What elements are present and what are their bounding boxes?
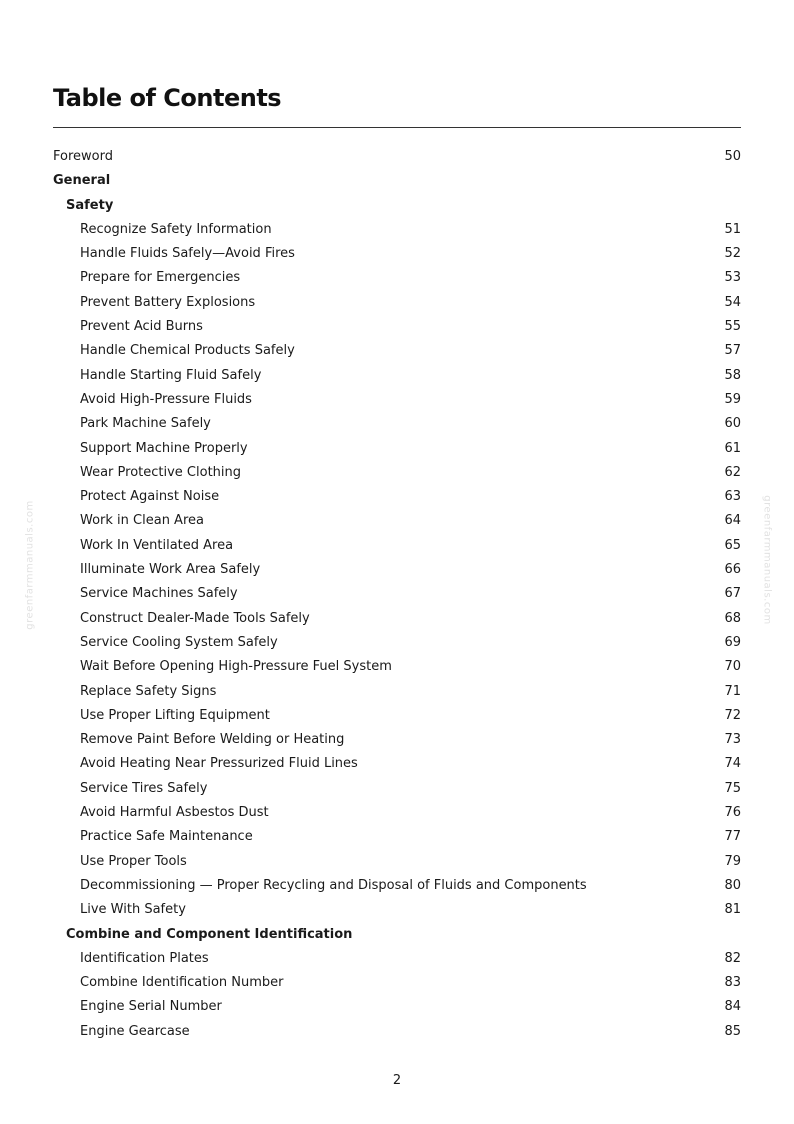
toc-entry[interactable]	[53, 315, 741, 339]
toc-entry-page: 76	[724, 805, 741, 821]
toc-section-heading	[53, 923, 741, 947]
toc-entry-label: Engine Serial Number	[80, 999, 222, 1015]
toc-entry-label: Park Machine Safely	[80, 416, 211, 432]
toc-entry-page: 64	[724, 513, 741, 529]
table-of-contents	[53, 145, 741, 1044]
toc-entry-page: 73	[724, 732, 741, 748]
toc-entry[interactable]	[53, 509, 741, 533]
toc-entry-label: Service Tires Safely	[80, 780, 208, 796]
toc-entry-page: 66	[724, 562, 741, 578]
toc-entry-label: Avoid High-Pressure Fluids	[80, 391, 252, 407]
toc-entry-label: Handle Starting Fluid Safely	[80, 367, 262, 383]
toc-entry-page: 52	[724, 246, 741, 262]
toc-entry[interactable]	[53, 995, 741, 1019]
toc-entry[interactable]	[53, 412, 741, 436]
toc-entry[interactable]	[53, 582, 741, 606]
toc-entry-label: General	[53, 173, 111, 189]
toc-entry-label: Handle Chemical Products Safely	[80, 343, 295, 359]
toc-entry-page: 59	[724, 391, 741, 407]
toc-entry-label: Engine Gearcase	[80, 1023, 190, 1039]
toc-entry-label: Foreword	[53, 149, 113, 164]
toc-entry-page: 54	[724, 294, 741, 310]
toc-entry[interactable]	[53, 801, 741, 825]
toc-entry[interactable]	[53, 607, 741, 631]
toc-entry[interactable]	[53, 850, 741, 874]
toc-entry-label: Safety	[66, 197, 114, 213]
toc-section-heading	[53, 169, 741, 193]
toc-entry-label: Use Proper Tools	[80, 853, 187, 869]
toc-entry-page: 58	[724, 367, 741, 383]
toc-entry[interactable]	[53, 534, 741, 558]
toc-entry[interactable]	[53, 655, 741, 679]
toc-entry-page: 72	[724, 707, 741, 723]
watermark-left: greenfarmmanuals.com	[24, 500, 36, 630]
toc-entry-page: 65	[724, 537, 741, 553]
toc-entry-page: 71	[724, 683, 741, 699]
toc-entry-page: 68	[724, 610, 741, 626]
toc-entry-label: Prepare for Emergencies	[80, 270, 241, 286]
toc-entry-label: Prevent Acid Burns	[80, 319, 203, 335]
toc-entry-page: 83	[724, 975, 741, 991]
toc-entry-page: 81	[724, 902, 741, 918]
watermark-right: greenfarmmanuals.com	[761, 495, 773, 625]
toc-entry[interactable]	[53, 898, 741, 922]
page-number: 2	[392, 1073, 402, 1088]
toc-entry[interactable]	[53, 947, 741, 971]
toc-entry-label: Support Machine Properly	[80, 440, 248, 456]
toc-entry-page: 51	[724, 221, 741, 237]
toc-entry-label: Practice Safe Maintenance	[80, 829, 253, 845]
toc-entry-label: Work in Clean Area	[80, 513, 204, 529]
toc-entry-label: Identification Plates	[80, 950, 209, 966]
toc-entry[interactable]	[53, 218, 741, 242]
toc-entry-label: Replace Safety Signs	[80, 683, 217, 699]
toc-entry-page: 70	[724, 659, 741, 675]
toc-entry-page: 61	[724, 440, 741, 456]
toc-entry[interactable]	[53, 728, 741, 752]
toc-entry-page: 63	[724, 489, 741, 505]
toc-entry-label: Combine Identification Number	[80, 975, 284, 991]
toc-entry-label: Wear Protective Clothing	[80, 464, 242, 480]
toc-entry[interactable]	[53, 461, 741, 485]
toc-entry[interactable]	[53, 825, 741, 849]
toc-entry[interactable]	[53, 874, 741, 898]
toc-entry[interactable]	[53, 631, 741, 655]
toc-entry[interactable]	[53, 704, 741, 728]
toc-entry[interactable]	[53, 339, 741, 363]
toc-entry-label: Avoid Harmful Asbestos Dust	[80, 805, 269, 821]
toc-entry-page: 82	[724, 950, 741, 966]
toc-entry[interactable]	[53, 1020, 741, 1044]
toc-entry[interactable]	[53, 485, 741, 509]
toc-entry-label: Prevent Battery Explosions	[80, 294, 256, 310]
toc-entry[interactable]	[53, 388, 741, 412]
toc-entry-label: Wait Before Opening High-Pressure Fuel System	[80, 659, 392, 675]
toc-entry-label: Use Proper Lifting Equipment	[80, 707, 270, 723]
toc-entry[interactable]	[53, 777, 741, 801]
toc-entry-page: 60	[724, 416, 741, 432]
toc-entry-label: Avoid Heating Near Pressurized Fluid Lines	[80, 756, 358, 772]
title-divider	[53, 127, 741, 128]
toc-entry-page: 84	[724, 999, 741, 1015]
toc-entry-label: Recognize Safety Information	[80, 221, 272, 237]
toc-entry-page: 67	[724, 586, 741, 602]
toc-entry-page: 74	[724, 756, 741, 772]
toc-entry-page: 77	[724, 829, 741, 845]
toc-entry[interactable]	[53, 242, 741, 266]
page-title: Table of Contents	[53, 84, 282, 112]
toc-entry-label: Handle Fluids Safely—Avoid Fires	[80, 246, 295, 262]
toc-entry-label: Decommissioning — Proper Recycling and Disposal of Fluids and Components	[80, 877, 587, 893]
toc-entry-label: Construct Dealer-Made Tools Safely	[80, 610, 310, 626]
toc-entry-label: Live With Safety	[80, 902, 186, 918]
toc-entry-page: 79	[724, 853, 741, 869]
toc-entry-label: Combine and Component Identification	[66, 926, 353, 942]
toc-entry-label: Service Cooling System Safely	[80, 634, 278, 650]
toc-entry-page: 53	[724, 270, 741, 286]
toc-entry[interactable]	[53, 558, 741, 582]
toc-entry-label: Work In Ventilated Area	[80, 537, 234, 553]
toc-entry[interactable]	[53, 364, 741, 388]
toc-entry[interactable]	[53, 266, 741, 290]
toc-entry-page: 57	[724, 343, 741, 359]
toc-section-heading	[53, 194, 741, 218]
toc-entry[interactable]	[53, 291, 741, 315]
toc-entry-page: 50	[724, 149, 741, 164]
toc-entry-label: Remove Paint Before Welding or Heating	[80, 732, 345, 748]
toc-entry-page: 80	[724, 877, 741, 893]
toc-entry[interactable]	[53, 971, 741, 995]
toc-entry-page: 75	[724, 780, 741, 796]
toc-entry[interactable]	[53, 752, 741, 776]
toc-entry-label: Illuminate Work Area Safely	[80, 562, 261, 578]
toc-entry-label: Protect Against Noise	[80, 489, 220, 505]
toc-entry-page: 69	[724, 634, 741, 650]
toc-entry-page: 62	[724, 464, 741, 480]
toc-entry[interactable]	[53, 437, 741, 461]
toc-entry[interactable]	[53, 145, 741, 169]
toc-entry-label: Service Machines Safely	[80, 586, 238, 602]
toc-entry-page: 85	[724, 1023, 741, 1039]
toc-entry-page: 55	[724, 319, 741, 335]
toc-entry[interactable]	[53, 680, 741, 704]
